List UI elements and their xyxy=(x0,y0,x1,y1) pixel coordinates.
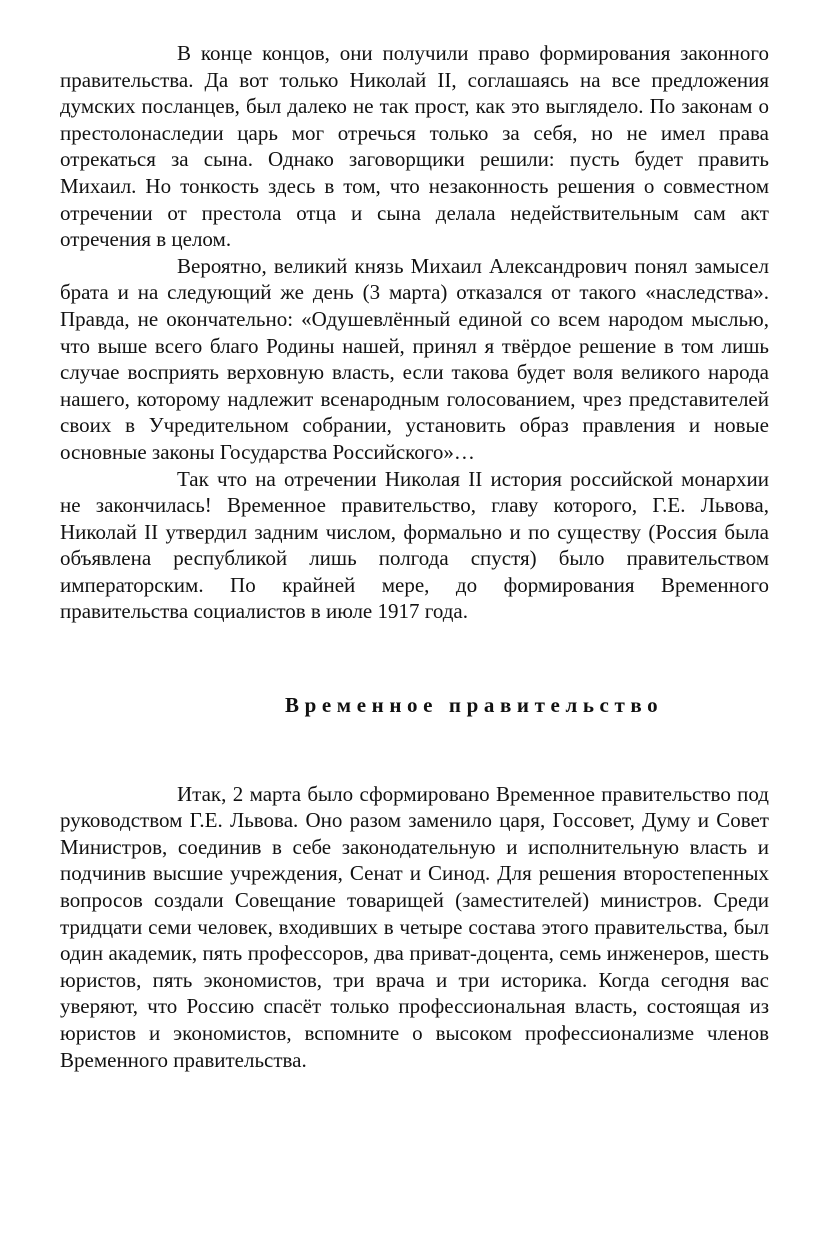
paragraph: Вероятно, великий князь Михаил Александрович понял замысел брата и на следующий же день (3 марта) отказался от такого «наследства». Правда, не окончательно: «Одушевлённый единой со всем народом мыслью, что выше всего благо Родины нашей, принял я твёрдое решение в том лишь случае восприять верховную власть, если такова будет воля великого народа нашего, которому надлежит всенародным голосованием, чрез представителей своих в Учредительном собрании, установить образ правления и новые основные законы Государства Российского»… xyxy=(60,253,769,464)
paragraph: Так что на отречении Николая II история российской монархии не закончилась! Временное правительство, главу которого, Г.Е. Львова, Николай II утвердил задним числом, формально и по существу (Россия была объявлена республикой лишь полгода спустя) было правительством императорским. По крайней мере, до формирования Временного правительства социалистов в июле 1917 года. xyxy=(60,466,769,624)
section-spacer xyxy=(60,625,769,692)
document-page xyxy=(60,40,769,1073)
section-heading: Временное правительство xyxy=(285,693,664,718)
section-spacer xyxy=(60,719,769,781)
paragraph: Итак, 2 марта было сформировано Временное правительство под руководством Г.Е. Львова. Оно разом заменило царя, Госсовет, Думу и Совет Министров, соединив в себе законодательную и исполнительную власть и подчинив высшие учреждения, Сенат и Синод. Для решения второстепенных вопросов создали Совещание товарищей (заместителей) министров. Среди тридцати семи человек, входивших в четыре состава этого правительства, был один академик, пять профессоров, два приват-доцента, семь инженеров, шесть юристов, пять экономистов, три врача и три историка. Когда сегодня вас уверяют, что Россию спасёт только профессиональная власть, состоящая из юристов и экономистов, вспомните о высоком профессионализме членов Временного правительства. xyxy=(60,781,769,1072)
paragraph: В конце концов, они получили право формирования законного правительства. Да вот только Николай II, соглашаясь на все предложения думских посланцев, был далеко не так прост, как это выглядело. По законам о престолонаследии царь мог отречься только за себя, но не имел права отрекаться за сына. Однако заговорщики решили: пусть будет править Михаил. Но тонкость здесь в том, что незаконность решения о совместном отречении от престола отца и сына делала недействительным сам акт отречения в целом. xyxy=(60,41,769,252)
